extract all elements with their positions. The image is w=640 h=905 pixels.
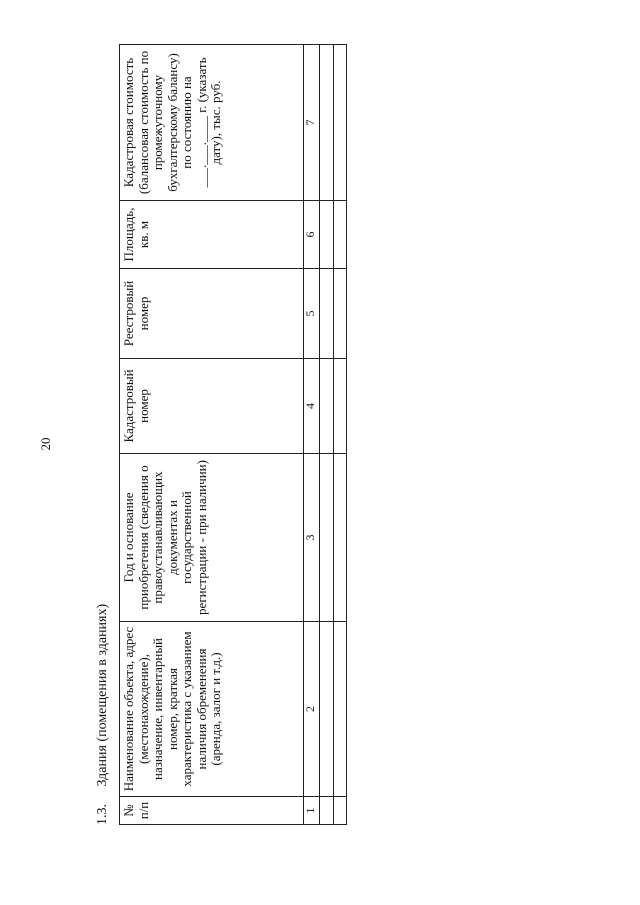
column-number: 4 <box>303 359 319 454</box>
column-number-row <box>303 45 319 825</box>
column-number: 2 <box>303 622 319 797</box>
table-cell <box>320 201 334 269</box>
column-number: 5 <box>303 269 319 359</box>
table-cell <box>320 622 334 797</box>
section-heading <box>92 604 114 825</box>
header-registry-number: Реестровый номер <box>120 269 304 359</box>
table-cell <box>320 45 334 201</box>
header-cadastral-number: Кадастровый номер <box>120 359 304 454</box>
table-cell <box>334 797 347 825</box>
header-cadastral-value: Кадастровая стоимость (балансовая стоимость по промежуточному бухгалтерскому балансу) по состоянию на ___.___.____ г. (указать дату), тыс. руб. <box>120 45 304 201</box>
page-number: 20 <box>38 437 53 451</box>
table-cell <box>334 201 347 269</box>
section-title: Здания (помещения в зданиях) <box>95 603 110 787</box>
table-header-row <box>120 45 304 825</box>
table-cell <box>334 269 347 359</box>
document-sheet <box>92 45 347 825</box>
column-number: 1 <box>303 797 319 825</box>
table-cell <box>320 797 334 825</box>
header-acquisition: Год и основание приобретения (сведения о правоустанавливающих документах и государственной регистрации - при наличии) <box>120 454 304 622</box>
table-cell <box>334 359 347 454</box>
header-row-number: № п/п <box>120 797 304 825</box>
table-cell <box>334 454 347 622</box>
buildings-table <box>119 44 347 825</box>
table-cell <box>320 269 334 359</box>
table-row <box>320 45 334 825</box>
header-object-name: Наименование объекта, адрес (местонахождение), назначение, инвентарный номер, краткая характеристика с указанием наличия обременения (аренда, залог и т.д.) <box>120 622 304 797</box>
table-cell <box>320 359 334 454</box>
column-number: 3 <box>303 454 319 622</box>
section-number: 1.3. <box>95 804 110 825</box>
table-cell <box>320 454 334 622</box>
column-number: 7 <box>303 45 319 201</box>
header-area: Площадь, кв. м <box>120 201 304 269</box>
table-cell <box>334 45 347 201</box>
column-number: 6 <box>303 201 319 269</box>
table-row <box>334 45 347 825</box>
table-cell <box>334 622 347 797</box>
